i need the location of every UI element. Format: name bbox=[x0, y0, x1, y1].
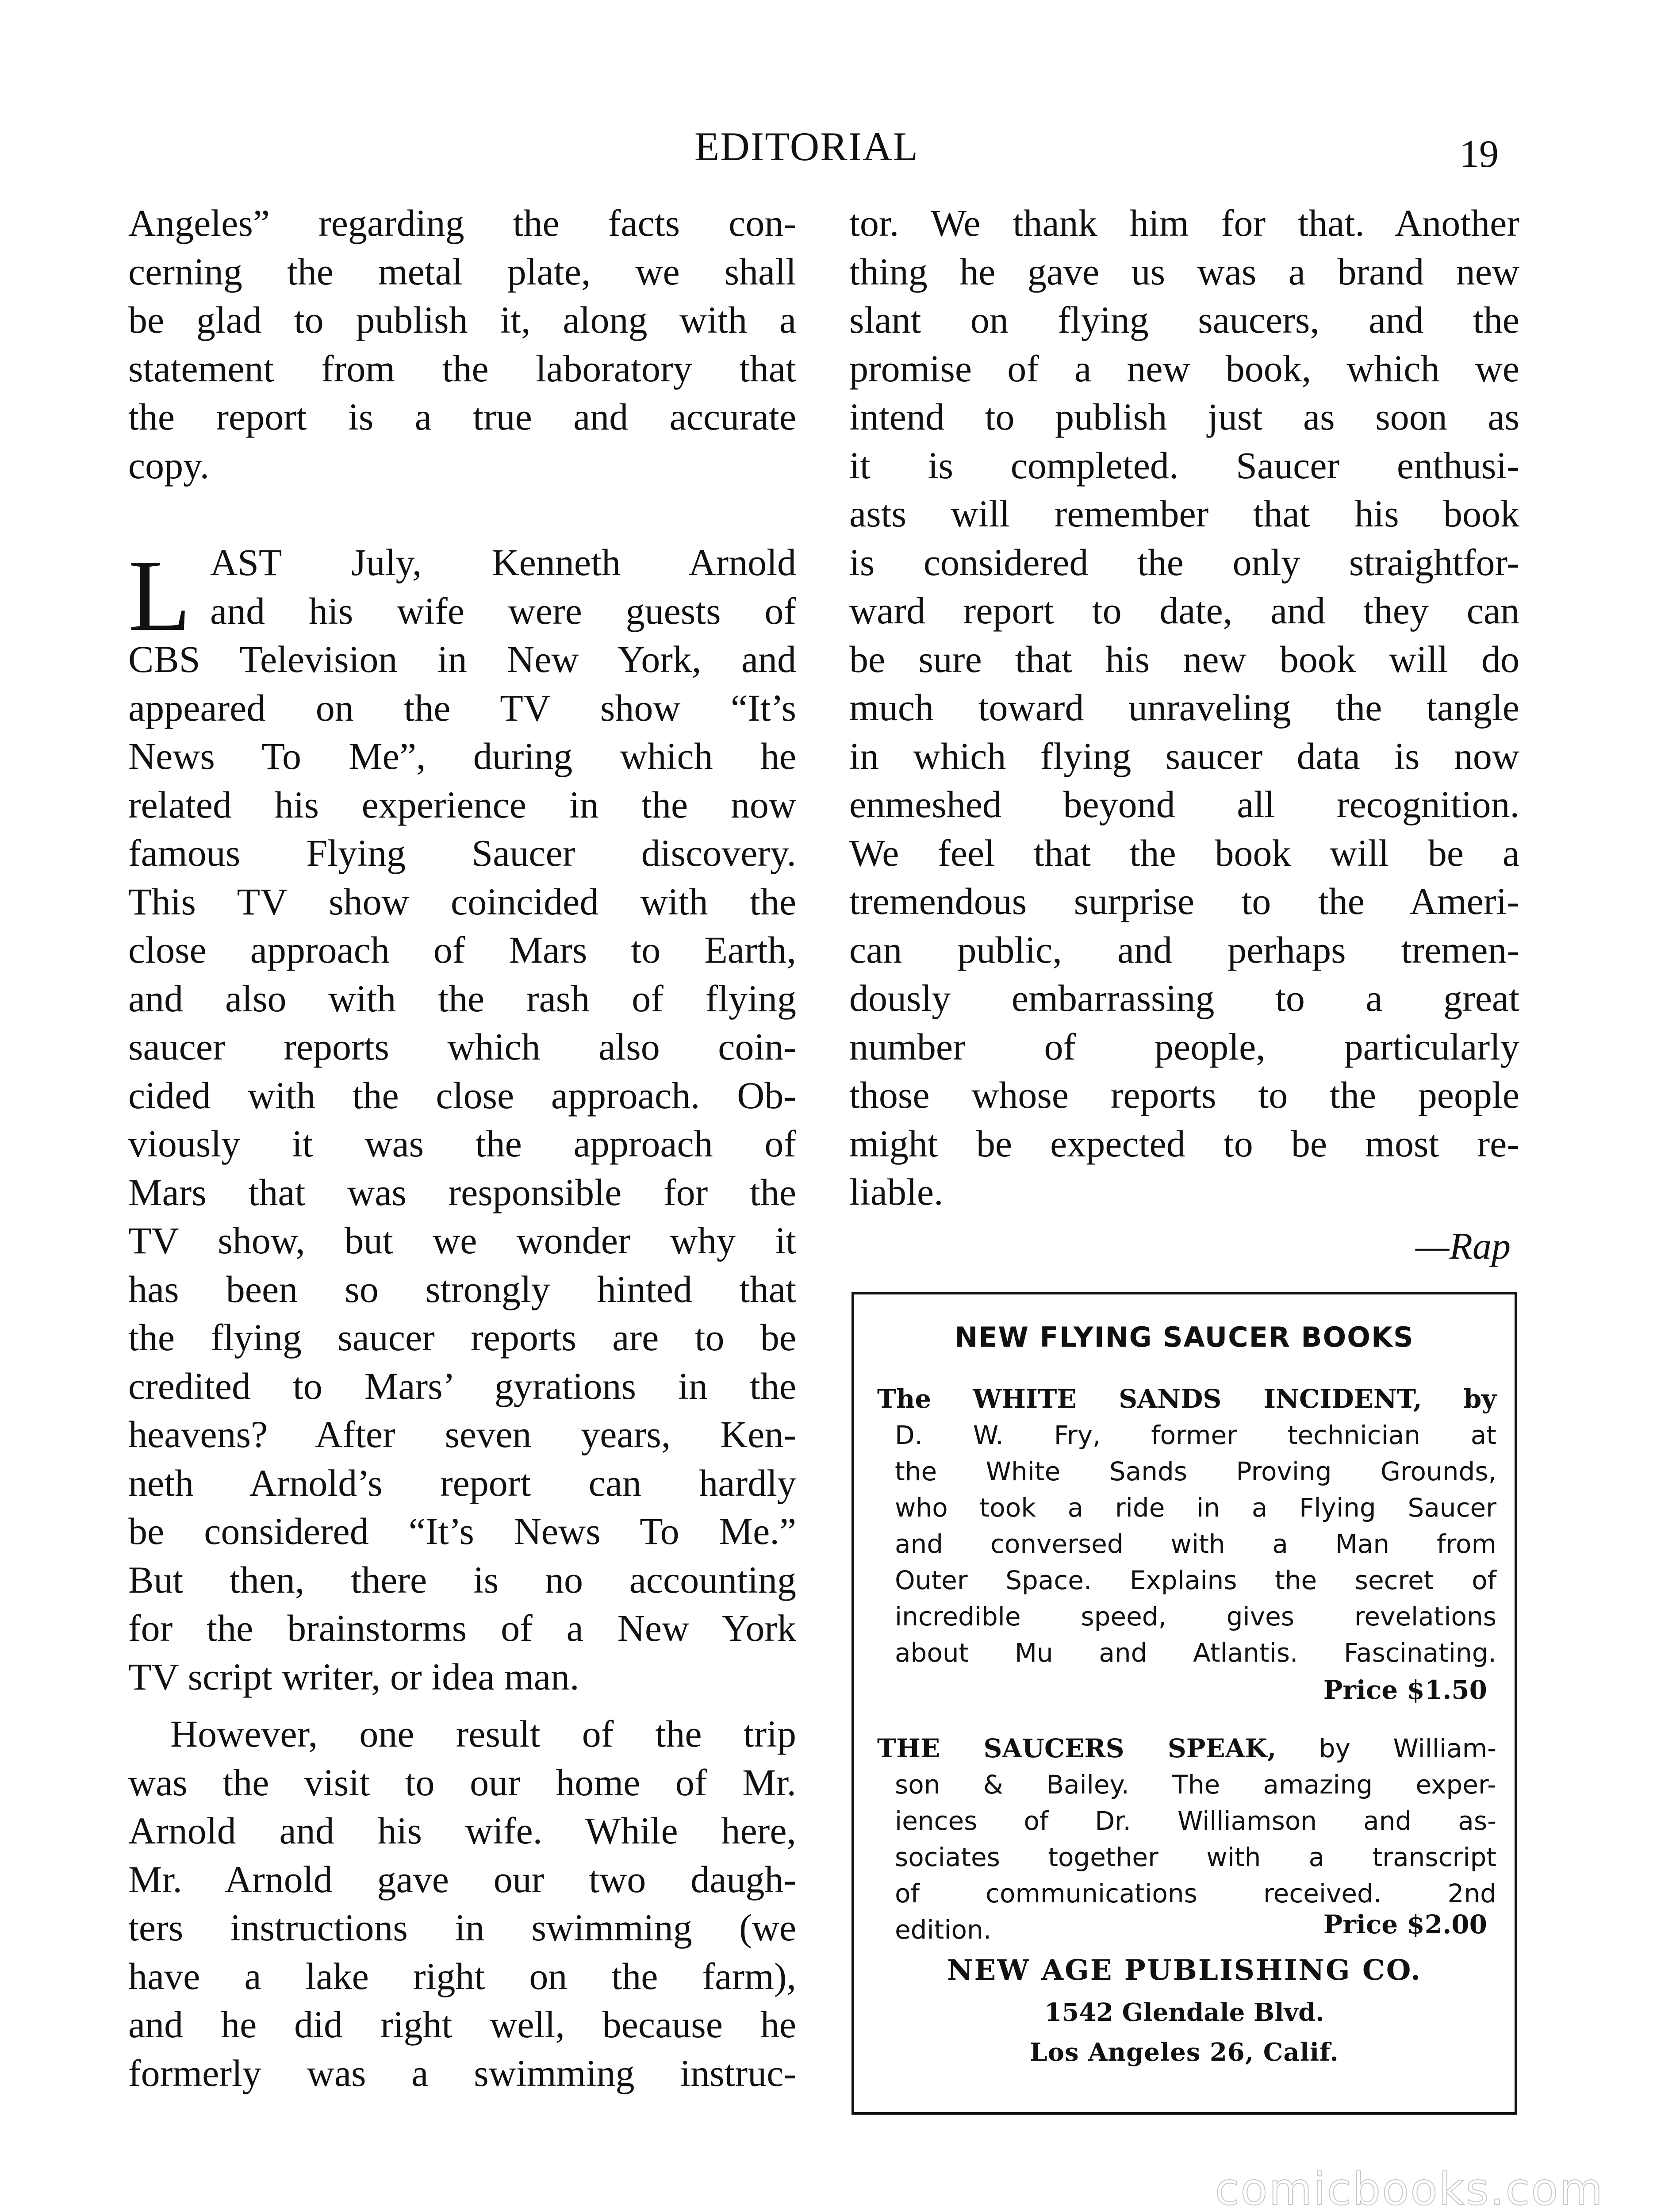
text-line: asts will remember that his book bbox=[849, 492, 1519, 535]
text-line: heavens? After seven years, Ken- bbox=[128, 1413, 796, 1455]
text-line: close approach of Mars to Earth, bbox=[128, 929, 796, 971]
ad-book-white-sands bbox=[877, 1381, 1496, 1671]
paragraph-visit bbox=[128, 1710, 796, 2097]
text-line: in which flying saucer data is now bbox=[849, 734, 1519, 777]
title-suffix: by bbox=[1463, 1384, 1497, 1414]
author-signature: —Rap bbox=[1415, 1224, 1511, 1267]
book-advertisement bbox=[852, 1292, 1517, 2115]
text-line: Mars that was responsible for the bbox=[128, 1171, 796, 1214]
text-line: tremendous surprise to the Ameri- bbox=[849, 880, 1519, 922]
drop-cap: L bbox=[128, 539, 191, 653]
text-line: and he did right well, because he bbox=[128, 2003, 796, 2046]
text-line: TV script writer, or idea man. bbox=[128, 1655, 579, 1698]
book-description-line: D. W. Fry, former technician at bbox=[895, 1420, 1496, 1450]
paragraph-metal-plate bbox=[128, 199, 796, 490]
text-line: can public, and perhaps tremen- bbox=[849, 928, 1519, 971]
right-column bbox=[849, 199, 1519, 1270]
text-line: cerning the metal plate, we shall bbox=[128, 250, 796, 293]
book-description-line: sociates together with a transcript bbox=[895, 1842, 1496, 1872]
text-line: copy. bbox=[128, 444, 210, 487]
publisher-city: Los Angeles 26, Calif. bbox=[1030, 2038, 1339, 2067]
text-line: CBS Television in New York, and bbox=[128, 638, 796, 680]
text-line: for the brainstorms of a New York bbox=[128, 1607, 796, 1649]
text-line: and his wife were guests of bbox=[210, 589, 796, 632]
text-line: News To Me”, during which he bbox=[128, 735, 796, 777]
text-line: number of people, particularly bbox=[849, 1025, 1519, 1068]
book-price: Price $2.00 bbox=[1323, 1909, 1487, 1939]
book-description-line: about Mu and Atlantis. Fascinating. bbox=[895, 1638, 1496, 1668]
text-line: We feel that the book will be a bbox=[849, 831, 1519, 874]
text-line: Mr. Arnold gave our two daugh- bbox=[128, 1858, 796, 1901]
text-line: AST July, Kenneth Arnold bbox=[210, 541, 796, 584]
paragraph-gap bbox=[128, 490, 796, 538]
text-line: famous Flying Saucer discovery. bbox=[128, 832, 796, 874]
book-title-line bbox=[877, 1381, 1496, 1417]
text-line: related his experience in the now bbox=[128, 783, 796, 826]
text-line: be considered “It’s News To Me.” bbox=[128, 1510, 796, 1552]
publisher-name: NEW AGE PUBLISHING CO. bbox=[947, 1954, 1422, 1987]
text-line: credited to Mars’ gyrations in the bbox=[128, 1364, 796, 1407]
left-column bbox=[128, 199, 796, 2097]
text-line: formerly was a swimming instruc- bbox=[128, 2051, 796, 2094]
text-line: ters instructions in swimming (we bbox=[128, 1906, 796, 1949]
book-title: THE SAUCERS SPEAK, bbox=[877, 1733, 1277, 1763]
site-watermark: comicbooks.com bbox=[1215, 2163, 1604, 2212]
book-description-line: incredible speed, gives revelations bbox=[895, 1601, 1496, 1632]
text-line: thing he gave us was a brand new bbox=[849, 250, 1519, 293]
text-line: the report is a true and accurate bbox=[128, 396, 796, 438]
text-line: viously it was the approach of bbox=[128, 1122, 796, 1165]
ad-heading: NEW FLYING SAUCER BOOKS bbox=[955, 1321, 1414, 1353]
text-line: it is completed. Saucer enthusi- bbox=[849, 444, 1519, 487]
paragraph-gap bbox=[128, 1701, 796, 1710]
page-number: 19 bbox=[1460, 133, 1499, 176]
text-line: has been so strongly hinted that bbox=[128, 1267, 796, 1310]
text-line: dously embarrassing to a great bbox=[849, 977, 1519, 1019]
text-line: be glad to publish it, along with a bbox=[128, 299, 796, 341]
text-line: and also with the rash of flying bbox=[128, 977, 796, 1020]
text-line: be sure that his new book will do bbox=[849, 637, 1519, 680]
text-line: have a lake right on the farm), bbox=[128, 1955, 796, 1997]
text-line: promise of a new book, which we bbox=[849, 347, 1519, 390]
publisher-street: 1542 Glendale Blvd. bbox=[1044, 1998, 1324, 2027]
book-price: Price $1.50 bbox=[1323, 1675, 1487, 1705]
title-suffix: by William- bbox=[1319, 1733, 1496, 1763]
text-line: statement from the laboratory that bbox=[128, 347, 796, 390]
book-description-line: of communications received. 2nd bbox=[895, 1878, 1496, 1909]
text-line: liable. bbox=[849, 1171, 944, 1213]
paragraph-new-book bbox=[849, 199, 1519, 1217]
text-line: might be expected to be most re- bbox=[849, 1122, 1519, 1165]
book-description-line: and conversed with a Man from bbox=[895, 1529, 1496, 1559]
text-line: saucer reports which also coin- bbox=[128, 1025, 796, 1068]
text-line: But then, there is no accounting bbox=[128, 1558, 796, 1601]
text-line: enmeshed beyond all recognition. bbox=[849, 783, 1519, 826]
text-line: much toward unraveling the tangle bbox=[849, 686, 1519, 729]
text-line: appeared on the TV show “It’s bbox=[128, 686, 796, 729]
book-title-line bbox=[877, 1730, 1496, 1767]
text-line: neth Arnold’s report can hardly bbox=[128, 1461, 796, 1504]
text-line: those whose reports to the people bbox=[849, 1074, 1519, 1116]
title-prefix: The bbox=[877, 1384, 932, 1414]
text-line: is considered the only straightfor- bbox=[849, 541, 1519, 584]
book-description-line: Outer Space. Explains the secret of bbox=[895, 1565, 1496, 1595]
book-description-line: the White Sands Proving Grounds, bbox=[895, 1456, 1496, 1486]
book-title: WHITE SANDS INCIDENT, bbox=[973, 1384, 1422, 1414]
text-line: ward report to date, and they can bbox=[849, 589, 1519, 632]
text-line: Angeles” regarding the facts con- bbox=[128, 202, 796, 244]
paragraph-kenneth-arnold bbox=[128, 538, 796, 1701]
text-line: However, one result of the trip bbox=[170, 1713, 796, 1755]
text-line: intend to publish just as soon as bbox=[849, 396, 1519, 438]
book-description-line: edition. bbox=[895, 1915, 992, 1945]
book-description-line: son & Bailey. The amazing exper- bbox=[895, 1770, 1496, 1800]
section-title: EDITORIAL bbox=[694, 124, 919, 169]
text-line: cided with the close approach. Ob- bbox=[128, 1074, 796, 1117]
text-line: the flying saucer reports are to be bbox=[128, 1316, 796, 1359]
book-description-line: who took a ride in a Flying Saucer bbox=[895, 1493, 1496, 1523]
text-line: slant on flying saucers, and the bbox=[849, 299, 1519, 341]
text-line: tor. We thank him for that. Another bbox=[849, 202, 1519, 244]
text-line: was the visit to our home of Mr. bbox=[128, 1761, 796, 1804]
book-description-line: iences of Dr. Williamson and as- bbox=[895, 1806, 1496, 1836]
text-line: Arnold and his wife. While here, bbox=[128, 1809, 796, 1852]
text-line: TV show, but we wonder why it bbox=[128, 1219, 796, 1262]
text-line: This TV show coincided with the bbox=[128, 880, 796, 923]
